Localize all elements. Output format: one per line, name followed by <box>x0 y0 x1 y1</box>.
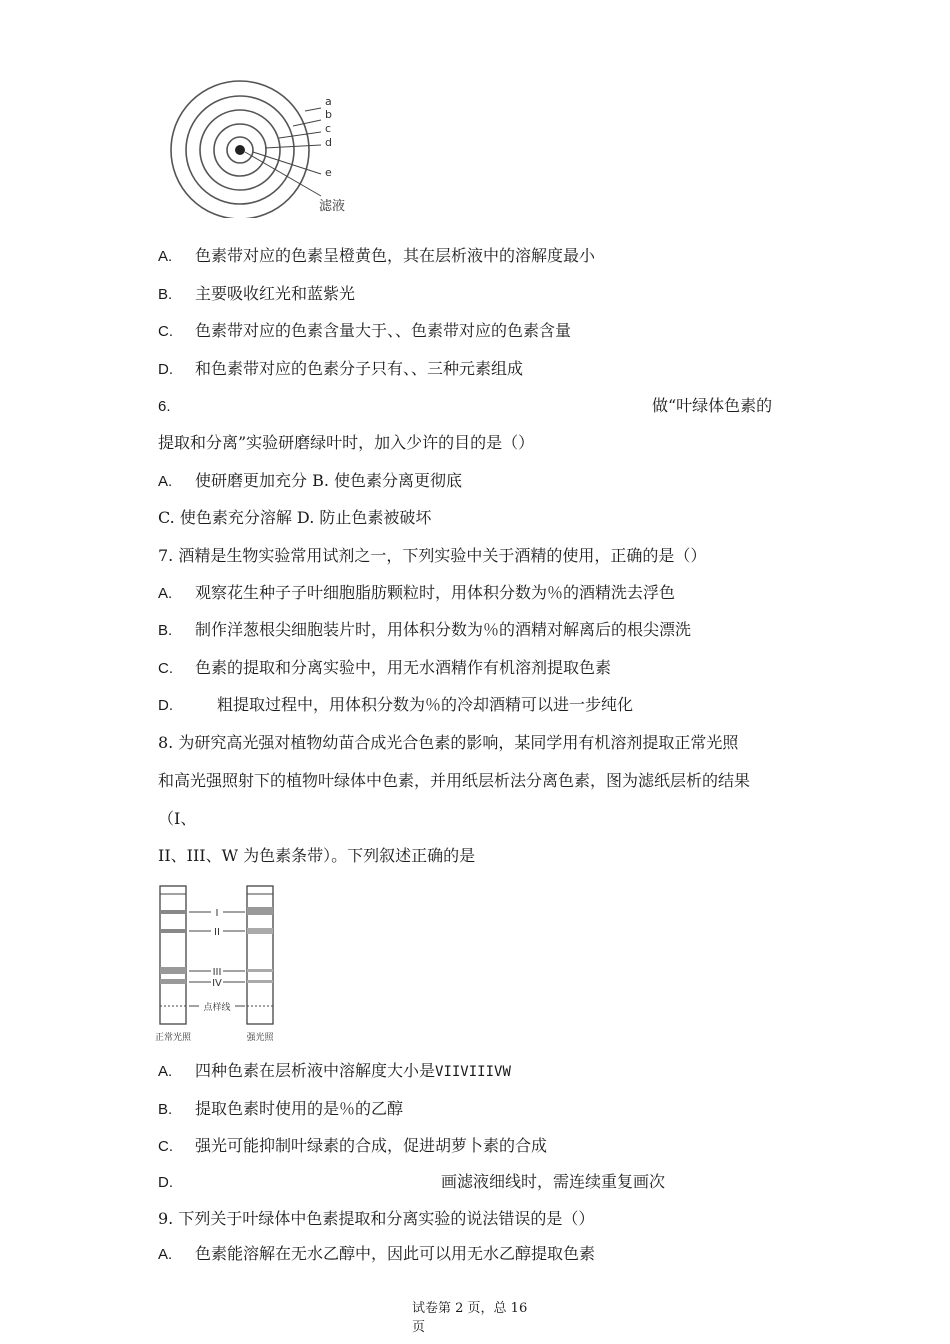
option-letter: D. <box>158 361 173 378</box>
q8-stem-line1: 8. 为研究高光强对植物幼苗合成光合色素的影响，某同学用有机溶剂提取正常光照 <box>158 733 739 752</box>
ring-label-b: b <box>325 108 332 121</box>
option-letter: C. <box>158 323 173 340</box>
q9-stem: 9. 下列关于叶绿体中色素提取和分离实验的说法错误的是（） <box>158 1209 595 1228</box>
q8-stem-line4: II、III、W 为色素条带）。下列叙述正确的是 <box>158 846 476 865</box>
ring-label-a: a <box>325 95 332 108</box>
option-letter: A. <box>158 248 173 265</box>
page-footer-line2: 页 <box>412 1320 426 1335</box>
strong-light-caption: 强光照 <box>246 1033 274 1043</box>
band-strong-I <box>247 907 273 915</box>
normal-light-caption: 正常光照 <box>155 1033 192 1043</box>
band-label-II: II <box>214 927 220 938</box>
q7-option-text-c: 色素的提取和分离实验中，用无水酒精作有机溶剂提取色素 <box>195 658 612 677</box>
band-strong-III <box>247 969 273 972</box>
q7-option-letter-a: A. <box>158 585 173 602</box>
q8-option-mono-a: VIIVIIIVW <box>435 1064 511 1080</box>
band-normal-I <box>160 910 186 914</box>
q6-options-line2: C. 使色素充分溶解 D. 防止色素被破坏 <box>158 508 432 527</box>
paper-chromatography-figure <box>155 884 290 1044</box>
q7-option-letter-c: C. <box>158 660 173 677</box>
option-text: 色素带对应的色素含量大于、、色素带对应的色素含量 <box>195 321 572 340</box>
q8-option-letter-b: B. <box>158 1101 173 1118</box>
option-letter: B. <box>158 286 173 303</box>
q8-stem-line2: 和高光强照射下的植物叶绿体中色素，并用纸层析法分离色素，图为滤纸层析的结果 <box>158 771 751 790</box>
q7-option-text-a: 观察花生种子子叶细胞脂肪颗粒时，用体积分数为％的酒精洗去浮色 <box>195 583 676 602</box>
option-text: 主要吸收红光和蓝紫光 <box>195 284 356 303</box>
option-text: 色素带对应的色素呈橙黄色，其在层析液中的溶解度最小 <box>195 246 596 265</box>
q8-option-text-c: 强光可能抑制叶绿素的合成，促进胡萝卜素的合成 <box>195 1136 548 1155</box>
q9-option-letter-a: A. <box>158 1246 173 1263</box>
q6-stem-part1: 做“叶绿体色素的 <box>652 396 773 415</box>
band-strong-II <box>247 928 273 934</box>
band-normal-IV <box>160 979 186 984</box>
filtrate-caption: 滤液 <box>319 199 346 214</box>
band-normal-II <box>160 929 186 933</box>
band-strong-IV <box>247 980 273 983</box>
q6-option-letter-a: A. <box>158 473 173 490</box>
q8-stem-line3: （I、 <box>158 809 197 828</box>
q8-option-text-a: 四种色素在层析液中溶解度大小是 <box>195 1061 436 1080</box>
band-label-I: I <box>215 908 219 919</box>
q8-option-letter-a: A. <box>158 1063 173 1080</box>
q8-option-letter-d: D. <box>158 1174 173 1191</box>
q8-option-a <box>195 1061 511 1082</box>
q6-options-line1: 使研磨更加充分 B. 使色素分离更彻底 <box>195 471 463 490</box>
option-text: 和色素带对应的色素分子只有、、三种元素组成 <box>195 359 524 378</box>
ring-label-e: e <box>325 166 332 179</box>
q7-option-text-d: 粗提取过程中，用体积分数为％的冷却酒精可以进一步纯化 <box>217 695 634 714</box>
ring-label-c: c <box>325 122 332 135</box>
strip-strong-light <box>247 886 273 1024</box>
origin-line-label: 点样线 <box>203 1003 231 1013</box>
q8-option-text-d: 画滤液细线时，需连续重复画次 <box>441 1172 666 1191</box>
q7-stem: 7. 酒精是生物实验常用试剂之一，下列实验中关于酒精的使用，正确的是（） <box>158 546 707 565</box>
q6-number: 6. <box>158 398 171 415</box>
chromatogram-circle-figure <box>155 78 355 218</box>
band-label-IV: IV <box>212 978 222 989</box>
q7-option-letter-b: B. <box>158 622 173 639</box>
ring-label-d: d <box>325 136 332 149</box>
strip-normal-light <box>160 886 186 1024</box>
q6-stem-part2: 提取和分离”实验研磨绿叶时，加入少许的目的是（） <box>158 433 535 452</box>
filtrate-spot <box>235 145 245 155</box>
q8-option-letter-c: C. <box>158 1138 173 1155</box>
q9-option-text-a: 色素能溶解在无水乙醇中，因此可以用无水乙醇提取色素 <box>195 1244 596 1263</box>
band-normal-III <box>160 967 186 974</box>
page-footer-line1: 试卷第 2 页，总 16 <box>412 1301 528 1316</box>
q7-option-letter-d: D. <box>158 697 173 714</box>
band-label-III: III <box>212 967 222 978</box>
q8-option-text-b: 提取色素时使用的是％的乙醇 <box>195 1099 404 1118</box>
q7-option-text-b: 制作洋葱根尖细胞装片时，用体积分数为％的酒精对解离后的根尖漂洗 <box>195 620 692 639</box>
